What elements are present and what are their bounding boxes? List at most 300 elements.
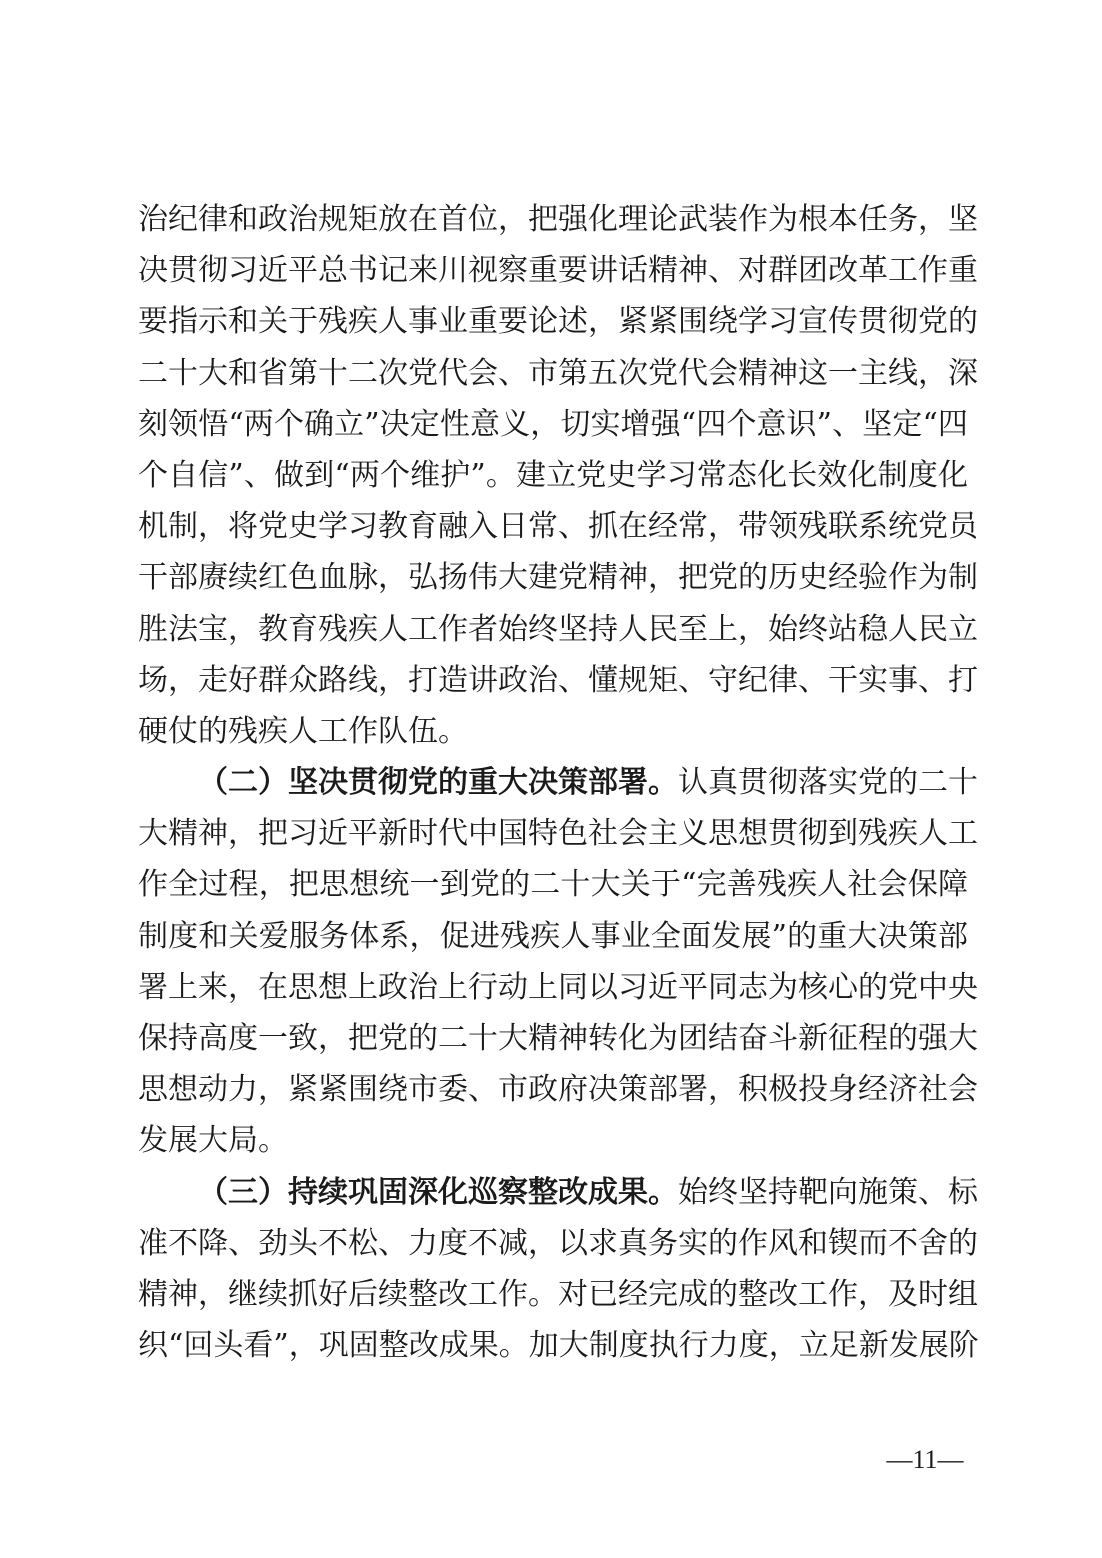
text-char: 真 xyxy=(618,1225,648,1261)
text-char: 弘 xyxy=(408,560,438,596)
text-char: 经 xyxy=(858,1072,888,1108)
text-char: 持 xyxy=(588,611,618,647)
text-line xyxy=(138,1320,979,1371)
text-char: 促 xyxy=(439,918,470,954)
text-char: 后 xyxy=(348,1276,378,1312)
text-char: 讲 xyxy=(588,253,618,289)
text-char: 大 xyxy=(948,1021,978,1056)
text-char: 会 xyxy=(618,816,648,852)
text-char: 五 xyxy=(588,355,618,391)
text-char: 神 xyxy=(198,816,228,852)
text-char: 常 xyxy=(696,457,727,493)
text-char: 律 xyxy=(768,662,798,698)
text-char: 任 xyxy=(858,202,888,237)
text-char: 整 xyxy=(378,1328,409,1364)
text-char: 民 xyxy=(648,611,678,647)
text-char: 爱 xyxy=(258,918,289,954)
text-char: 、 xyxy=(798,662,828,698)
text-char: 党 xyxy=(858,765,888,801)
text-char: 治 xyxy=(288,202,318,237)
text-char: 决 xyxy=(138,253,168,289)
heading-char xyxy=(138,757,168,808)
text-char: 线 xyxy=(348,662,378,698)
text-char: 系 xyxy=(858,509,888,545)
text-char: 奋 xyxy=(738,1021,768,1056)
text-char: 会 xyxy=(468,355,498,391)
text-char: 会 xyxy=(708,355,738,391)
text-char: 次 xyxy=(618,355,648,391)
text-char: 大 xyxy=(138,816,168,852)
text-char: 好 xyxy=(228,662,258,698)
text-char: 装 xyxy=(708,202,738,237)
text-char: 走 xyxy=(198,662,228,698)
text-char: 、 xyxy=(832,406,863,442)
text-char: 国 xyxy=(498,816,528,852)
text-char: 。 xyxy=(438,713,468,749)
text-char: 意 xyxy=(470,406,500,442)
text-char: 坚 xyxy=(558,611,588,647)
text-char: 系 xyxy=(379,918,410,954)
text-char: 育 xyxy=(408,509,438,545)
text-char: 述 xyxy=(558,304,588,340)
text-char: 习 xyxy=(348,509,378,545)
text-char: 思 xyxy=(319,867,350,903)
text-char: 经 xyxy=(618,1276,648,1312)
text-char: 党 xyxy=(558,560,588,596)
text-char: 策 xyxy=(618,1072,648,1108)
text-char: 改 xyxy=(768,1276,798,1312)
heading-char: 部 xyxy=(588,765,618,801)
text-line xyxy=(138,1064,978,1115)
text-char: 服 xyxy=(288,918,319,954)
text-char: ， xyxy=(738,611,768,647)
text-char: 日 xyxy=(498,509,528,545)
text-char: 于 xyxy=(288,304,318,340)
text-char: 守 xyxy=(708,662,738,698)
text-char: 党 xyxy=(258,509,288,545)
text-char: 人 xyxy=(817,867,848,903)
text-char: 史 xyxy=(798,560,828,596)
text-char: 会 xyxy=(948,1072,978,1108)
text-char: 第 xyxy=(558,355,588,391)
text-char: 彻 xyxy=(768,765,798,801)
text-char: 精 xyxy=(588,560,618,596)
text-char: 始 xyxy=(678,1174,708,1210)
heading-char: （ xyxy=(198,765,228,801)
heading-char: 改 xyxy=(558,1174,588,1210)
text-char: 疾 xyxy=(348,304,378,340)
text-char: 维 xyxy=(410,457,441,493)
text-char: 大 xyxy=(847,918,878,954)
text-char: 行 xyxy=(468,969,498,1005)
text-char: 个 xyxy=(726,406,757,442)
text-line xyxy=(138,808,978,859)
text-char: 将 xyxy=(228,509,258,545)
text-char: 精 xyxy=(138,1276,168,1312)
text-char: 市 xyxy=(408,1072,438,1108)
text-char: 松 xyxy=(348,1225,378,1261)
text-char: 化 xyxy=(618,1021,648,1056)
text-char: 度 xyxy=(228,1021,258,1056)
heading-char: （ xyxy=(198,1174,228,1210)
text-char: 不 xyxy=(168,1225,198,1261)
text-char: 事 xyxy=(590,918,621,954)
text-char: 以 xyxy=(558,1225,588,1261)
text-char: 整 xyxy=(408,1276,438,1312)
text-char: 神 xyxy=(618,560,648,596)
text-line xyxy=(138,501,978,552)
text-char: 改 xyxy=(828,253,858,289)
text-char: 发 xyxy=(138,1123,168,1159)
text-char: 核 xyxy=(798,969,828,1005)
text-char: 部 xyxy=(648,1072,678,1108)
text-char: ” xyxy=(816,406,832,442)
text-char: 打 xyxy=(948,662,978,698)
text-char: 中 xyxy=(918,969,948,1005)
text-char: 极 xyxy=(768,1072,798,1108)
text-char: 锲 xyxy=(828,1225,858,1261)
text-char: 省 xyxy=(258,355,288,391)
text-char: 平 xyxy=(288,253,318,289)
text-char: 二 xyxy=(348,355,378,391)
page-number: —11— xyxy=(886,1445,964,1474)
text-char: 求 xyxy=(588,1225,618,1261)
heading-char: 三 xyxy=(228,1174,258,1210)
text-char: 效 xyxy=(817,457,848,493)
text-char: 实 xyxy=(858,662,888,698)
text-char: 作 xyxy=(348,713,378,749)
text-char: 务 xyxy=(648,1225,678,1261)
text-char: 、 xyxy=(708,253,738,289)
text-char: 作 xyxy=(138,867,168,903)
text-char: 想 xyxy=(349,867,380,903)
text-char: 大 xyxy=(198,355,228,391)
text-char: 习 xyxy=(618,969,648,1005)
text-char: 要 xyxy=(558,253,588,289)
text-char: 统 xyxy=(379,867,410,903)
text-char: 确 xyxy=(304,406,334,442)
text-char: 习 xyxy=(288,816,318,852)
text-line xyxy=(138,655,978,706)
text-char: 主 xyxy=(648,816,678,852)
text-char: 于 xyxy=(650,867,681,903)
text-char: 作 xyxy=(498,1276,528,1312)
text-char: ， xyxy=(258,867,289,903)
text-char: 矩 xyxy=(348,202,378,237)
text-char: 把 xyxy=(348,1021,378,1056)
text-char: 、 xyxy=(228,1225,258,1261)
text-char: 察 xyxy=(498,253,528,289)
heading-char: 署 xyxy=(618,765,648,801)
text-char: 续 xyxy=(258,1276,288,1312)
text-char: 展 xyxy=(168,1123,198,1159)
text-char: 济 xyxy=(888,1072,918,1108)
text-char: 增 xyxy=(620,406,651,442)
text-char: 改 xyxy=(438,1276,468,1312)
text-char: 党 xyxy=(648,355,678,391)
text-char: 局 xyxy=(228,1123,258,1159)
text-char: 工 xyxy=(888,253,918,289)
text-char: 靶 xyxy=(798,1174,828,1210)
text-char: ， xyxy=(588,304,618,340)
text-char: 武 xyxy=(678,202,708,237)
text-char: 看 xyxy=(243,1328,274,1364)
text-char: 矩 xyxy=(648,662,678,698)
text-char: ， xyxy=(858,1276,888,1312)
heading-char: 。 xyxy=(648,765,678,801)
text-char: 作 xyxy=(738,1225,768,1261)
text-char: 的 xyxy=(738,560,768,596)
text-char: 路 xyxy=(318,662,348,698)
text-char: 历 xyxy=(768,560,798,596)
text-line xyxy=(138,296,978,347)
text-char: 织 xyxy=(138,1328,168,1364)
text-line xyxy=(138,706,968,757)
text-char: 彻 xyxy=(798,816,828,852)
text-char: ， xyxy=(498,202,528,237)
text-char: 实 xyxy=(828,765,858,801)
text-char: 大 xyxy=(198,1123,228,1159)
text-char: 残 xyxy=(318,304,348,340)
heading-char xyxy=(138,1167,168,1218)
text-line xyxy=(138,1218,978,1269)
text-char: 新 xyxy=(858,1328,889,1364)
text-char: 群 xyxy=(768,253,798,289)
text-char: 重 xyxy=(817,918,848,954)
text-char: 扬 xyxy=(438,560,468,596)
text-char: 治 xyxy=(138,202,168,237)
text-char: 特 xyxy=(528,816,558,852)
text-char: 和 xyxy=(228,202,258,237)
text-char: 定 xyxy=(409,406,440,442)
text-char: 转 xyxy=(588,1021,618,1056)
text-char: 话 xyxy=(618,253,648,289)
text-char: 加 xyxy=(528,1328,559,1364)
text-char: 神 xyxy=(768,355,798,391)
text-char: 、 xyxy=(468,1072,498,1108)
text-char: “ xyxy=(334,457,350,493)
text-char: 央 xyxy=(948,969,978,1005)
text-char: 队 xyxy=(378,713,408,749)
text-char: 人 xyxy=(618,611,648,647)
text-char: 巩 xyxy=(318,1328,349,1364)
text-char: 程 xyxy=(858,1021,888,1056)
text-char: 度 xyxy=(738,1328,769,1364)
text-char: 群 xyxy=(258,662,288,698)
text-char: 减 xyxy=(498,1225,528,1261)
text-char: ， xyxy=(528,1225,558,1261)
text-char: 人 xyxy=(918,816,948,852)
text-char: 时 xyxy=(408,816,438,852)
text-char: 力 xyxy=(708,1328,739,1364)
text-char: 体 xyxy=(349,918,380,954)
text-char: 融 xyxy=(438,509,468,545)
text-char: 色 xyxy=(558,816,588,852)
text-char: 、 xyxy=(378,1225,408,1261)
text-char: 残 xyxy=(500,918,531,954)
text-char: 善 xyxy=(726,867,757,903)
text-char: 把 xyxy=(258,816,288,852)
heading-char: 。 xyxy=(648,1174,678,1210)
text-char: 领 xyxy=(168,406,199,442)
text-char: 重 xyxy=(468,304,498,340)
text-char: 改 xyxy=(408,1328,439,1364)
text-char: 第 xyxy=(288,355,318,391)
text-char: 上 xyxy=(438,969,468,1005)
text-char: 仗 xyxy=(168,713,198,749)
text-char: 终 xyxy=(528,611,558,647)
text-char: 定 xyxy=(892,406,923,442)
text-char: 制 xyxy=(138,918,168,954)
text-char: 十 xyxy=(318,355,348,391)
text-char: 的 xyxy=(858,969,888,1005)
text-char: 署 xyxy=(138,969,168,1005)
heading-char: 的 xyxy=(438,765,468,801)
text-char: 成 xyxy=(678,1276,708,1312)
text-char: 面 xyxy=(681,918,712,954)
text-char: 习 xyxy=(768,304,798,340)
text-char: 全 xyxy=(168,867,199,903)
text-char: 做 xyxy=(274,457,305,493)
text-char: 真 xyxy=(708,765,738,801)
text-char: 赓 xyxy=(198,560,228,596)
text-char: 事 xyxy=(408,304,438,340)
heading-char: 党 xyxy=(408,765,438,801)
text-char: 十 xyxy=(560,867,591,903)
text-char: 持 xyxy=(168,1021,198,1056)
text-char: 在 xyxy=(258,969,288,1005)
text-char: 视 xyxy=(468,253,498,289)
text-char: 一 xyxy=(258,1021,288,1056)
text-char: 继 xyxy=(228,1276,258,1312)
text-char: 工 xyxy=(948,816,978,852)
text-char: 建 xyxy=(528,560,558,596)
text-char: 抓 xyxy=(588,509,618,545)
text-char: 新 xyxy=(798,1021,828,1056)
text-char: 规 xyxy=(318,202,348,237)
text-char: 续 xyxy=(228,560,258,596)
heading-char: 巡 xyxy=(468,1174,498,1210)
text-char: 胜 xyxy=(138,611,168,647)
text-char: 疾 xyxy=(530,918,561,954)
text-char: 足 xyxy=(828,1328,859,1364)
text-char: 不 xyxy=(468,1225,498,1261)
text-char: 造 xyxy=(438,662,468,698)
text-char: 阶 xyxy=(948,1328,979,1364)
text-char: 立 xyxy=(546,457,577,493)
text-char: 委 xyxy=(438,1072,468,1108)
text-char: ， xyxy=(708,1072,738,1108)
text-char: 重 xyxy=(948,253,978,289)
text-char: 度 xyxy=(438,1225,468,1261)
text-char: 策 xyxy=(888,1174,918,1210)
text-char: 义 xyxy=(500,406,531,442)
text-char: 同 xyxy=(708,969,738,1005)
text-char: 红 xyxy=(258,560,288,596)
text-char: 想 xyxy=(318,969,348,1005)
heading-char: 成 xyxy=(588,1174,618,1210)
heading-char: ） xyxy=(258,765,288,801)
text-char: 在 xyxy=(618,509,648,545)
text-char: 稳 xyxy=(858,611,888,647)
text-char: 、 xyxy=(918,1174,948,1210)
text-char: 首 xyxy=(438,202,468,237)
text-char: 个 xyxy=(379,457,410,493)
text-char: 色 xyxy=(288,560,318,596)
text-char: 立 xyxy=(798,1328,829,1364)
text-char: 的 xyxy=(500,867,531,903)
text-line xyxy=(138,450,968,501)
text-char: “ xyxy=(680,406,697,442)
text-char: 意 xyxy=(756,406,787,442)
text-char: ” xyxy=(771,918,787,954)
text-char: 四 xyxy=(937,406,968,442)
heading-char: 重 xyxy=(468,765,498,801)
text-char: 大 xyxy=(590,867,621,903)
text-char: 社 xyxy=(588,816,618,852)
text-char: 施 xyxy=(858,1174,888,1210)
text-char: 化 xyxy=(588,202,618,237)
text-char: 的 xyxy=(888,1021,918,1056)
text-char: 彻 xyxy=(198,253,228,289)
text-line xyxy=(138,552,978,603)
text-char: 总 xyxy=(318,253,348,289)
text-char: 护 xyxy=(440,457,471,493)
text-char: 血 xyxy=(318,560,348,596)
text-char: 。 xyxy=(485,457,516,493)
text-char: 党 xyxy=(918,509,948,545)
text-char: 。 xyxy=(528,1276,558,1312)
text-char: 十 xyxy=(468,1021,498,1056)
text-char: 政 xyxy=(498,662,528,698)
text-char: “ xyxy=(681,867,697,903)
text-char: ， xyxy=(648,560,678,596)
text-char: 学 xyxy=(318,509,348,545)
text-char: 川 xyxy=(438,253,468,289)
text-char: 果 xyxy=(468,1328,499,1364)
text-char: 认 xyxy=(678,765,708,801)
text-char: ， xyxy=(228,611,258,647)
text-char: 一 xyxy=(409,867,440,903)
text-char: 来 xyxy=(198,969,228,1005)
text-char: 二 xyxy=(530,867,561,903)
text-char: 决 xyxy=(379,406,410,442)
text-char: 积 xyxy=(738,1072,768,1108)
text-char: 二 xyxy=(138,355,168,391)
text-char: 残 xyxy=(756,867,787,903)
text-char: 想 xyxy=(168,1072,198,1108)
text-char: 伟 xyxy=(468,560,498,596)
text-char: 府 xyxy=(558,1072,588,1108)
text-char: 完 xyxy=(696,867,727,903)
text-char: 作 xyxy=(438,611,468,647)
heading-char: 察 xyxy=(498,1174,528,1210)
text-char: 强 xyxy=(650,406,681,442)
text-char: 精 xyxy=(648,253,678,289)
text-char: 始 xyxy=(498,611,528,647)
text-char: 团 xyxy=(798,253,828,289)
text-char: 记 xyxy=(378,253,408,289)
text-char: 已 xyxy=(588,1276,618,1312)
text-char: 代 xyxy=(438,355,468,391)
text-char: 作 xyxy=(738,202,768,237)
text-char: 完 xyxy=(648,1276,678,1312)
text-char: 上 xyxy=(168,969,198,1005)
text-char: ” xyxy=(273,1328,289,1364)
text-char: 建 xyxy=(516,457,546,493)
text-char: 社 xyxy=(918,1072,948,1108)
text-char: 高 xyxy=(198,1021,228,1056)
